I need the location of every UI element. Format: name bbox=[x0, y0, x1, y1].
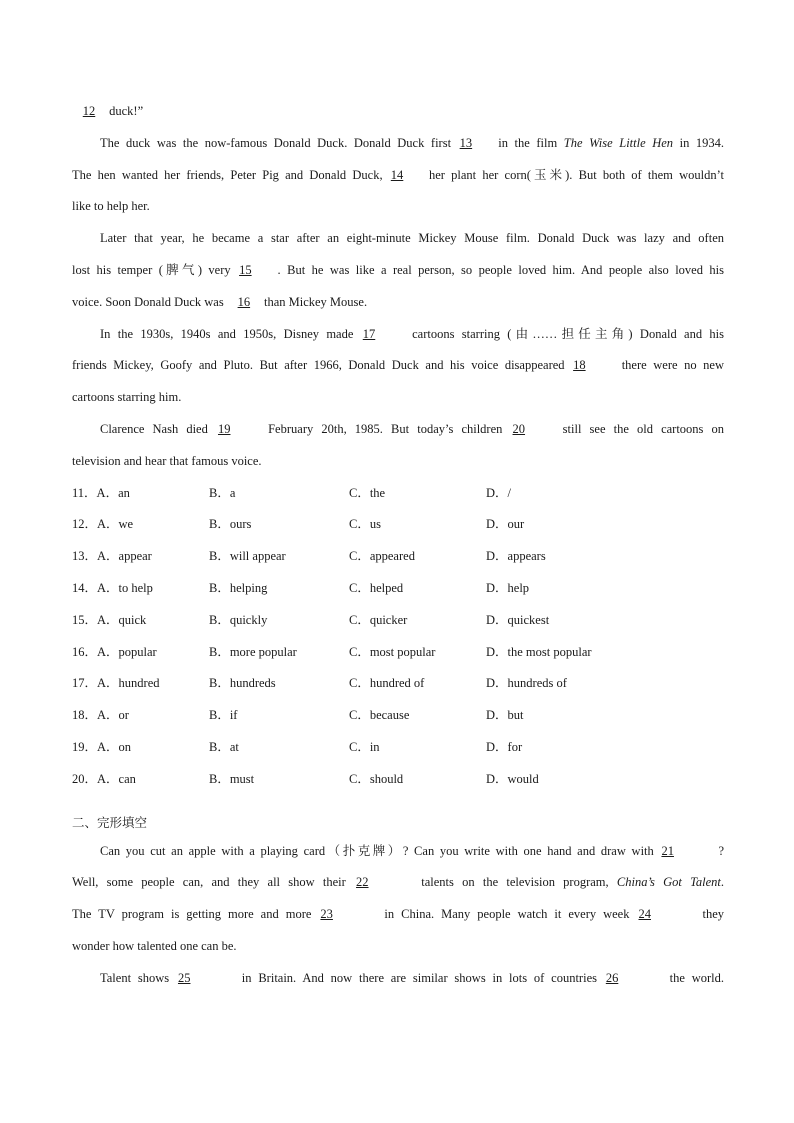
passage-line bbox=[72, 257, 724, 289]
option-a: 11．A．an bbox=[72, 485, 130, 500]
option-b: B．helping bbox=[209, 580, 268, 595]
option-d: D．quickest bbox=[486, 612, 550, 627]
option-row bbox=[72, 607, 724, 639]
blank-14: 14 bbox=[390, 167, 404, 182]
passage-line bbox=[72, 289, 724, 321]
passage-line bbox=[72, 225, 724, 257]
passage-line bbox=[72, 162, 724, 194]
option-row bbox=[72, 511, 724, 543]
passage-text: Can you cut an apple with a playing card（扑克牌）? Can you write with one hand and draw with bbox=[100, 843, 654, 858]
passage-text: The hen wanted her friends, Peter Pig and Donald Duck, bbox=[72, 167, 383, 182]
option-c: C．in bbox=[349, 739, 380, 754]
option-d: D．would bbox=[486, 771, 539, 786]
options-list bbox=[72, 480, 724, 798]
option-a: 16．A．popular bbox=[72, 644, 157, 659]
blank-26: 26 bbox=[605, 970, 619, 985]
option-c: C．most popular bbox=[349, 644, 436, 659]
passage-text: duck!” bbox=[109, 104, 144, 118]
option-b: B．a bbox=[209, 485, 236, 500]
blank-20: 20 bbox=[512, 421, 526, 436]
passage-text: In the 1930s, 1940s and 1950s, Disney made bbox=[100, 326, 354, 341]
option-c: C．because bbox=[349, 708, 410, 723]
blank-13: 13 bbox=[459, 135, 473, 150]
worksheet-page bbox=[72, 98, 724, 997]
passage-text: Later that year, he became a star after an eight-minute Mickey Mouse film. Donald Duck was lazy and often bbox=[100, 231, 724, 246]
passage-line bbox=[72, 869, 724, 901]
passage-line bbox=[72, 448, 724, 480]
passage-line bbox=[72, 838, 724, 870]
option-d: D．help bbox=[486, 580, 530, 595]
passage-text: in China. Many people watch it every week bbox=[384, 907, 630, 922]
blank-21: 21 bbox=[661, 843, 674, 858]
option-b: B．at bbox=[209, 739, 239, 754]
blank-23: 23 bbox=[320, 907, 333, 922]
option-c: C．quicker bbox=[349, 612, 408, 627]
blank-17: 17 bbox=[362, 326, 376, 341]
option-b: B．will appear bbox=[209, 549, 286, 564]
passage-text: cartoons starring (由……担任主角) Donald and his bbox=[412, 326, 725, 341]
passage-text: The duck was the now-famous Donald Duck. Donald Duck first bbox=[100, 135, 452, 150]
option-d: D．the most popular bbox=[486, 644, 592, 659]
option-row bbox=[72, 734, 724, 766]
passage-text: lost his temper (脾气) very bbox=[72, 262, 231, 277]
option-a: 14．A．to help bbox=[72, 580, 153, 595]
passage-text: there were no new bbox=[621, 358, 725, 373]
option-row bbox=[72, 543, 724, 575]
blank-16: 16 bbox=[237, 294, 251, 309]
passage-text: television and hear that famous voice. bbox=[72, 453, 262, 468]
passage-line bbox=[72, 384, 724, 416]
passage-text: than Mickey Mouse. bbox=[263, 294, 368, 309]
option-row bbox=[72, 766, 724, 798]
option-c: C．the bbox=[349, 485, 386, 500]
blank-15: 15 bbox=[239, 262, 252, 277]
passage-text: in the film bbox=[498, 135, 558, 150]
blank-24: 24 bbox=[638, 907, 651, 922]
passage-text: . bbox=[720, 875, 725, 890]
option-b: B．more popular bbox=[209, 644, 297, 659]
program-title: China’s Got Talent bbox=[616, 875, 721, 890]
film-title: The Wise Little Hen bbox=[563, 135, 674, 150]
passage-text: still see the old cartoons on bbox=[562, 421, 725, 436]
option-b: B．quickly bbox=[209, 612, 268, 627]
option-row bbox=[72, 480, 724, 512]
option-row bbox=[72, 670, 724, 702]
option-a: 20．A．can bbox=[72, 771, 136, 786]
passage-text: Talent shows bbox=[100, 970, 170, 985]
passage-text: like to help her. bbox=[72, 199, 150, 214]
passage-line bbox=[72, 193, 724, 225]
option-d: D．appears bbox=[486, 549, 546, 564]
passage-text: February 20th, 1985. But today’s children bbox=[268, 421, 503, 436]
passage-text: Clarence Nash died bbox=[100, 421, 208, 436]
option-row bbox=[72, 575, 724, 607]
passage-text: The TV program is getting more and more bbox=[72, 907, 312, 922]
option-d: D．hundreds of bbox=[486, 676, 567, 691]
passage-text: voice. Soon Donald Duck was bbox=[72, 294, 224, 309]
passage-line bbox=[72, 130, 724, 162]
passage-text: wonder how talented one can be. bbox=[72, 938, 237, 953]
option-a: 18．A．or bbox=[72, 708, 129, 723]
passage-line bbox=[72, 965, 724, 997]
option-a: 19．A．on bbox=[72, 739, 132, 754]
option-row bbox=[72, 639, 724, 671]
option-c: C．helped bbox=[349, 580, 404, 595]
passage-text: . But he was like a real person, so people loved him. And people also loved his bbox=[277, 262, 725, 277]
option-c: C．appeared bbox=[349, 549, 415, 564]
passage-line bbox=[72, 416, 724, 448]
option-b: B．if bbox=[209, 708, 238, 723]
passage-text: in Britain. And now there are similar shows in lots of countries bbox=[241, 970, 597, 985]
passage-text: her plant her corn(玉米). But both of them wouldn’t bbox=[429, 167, 725, 182]
passage-line bbox=[72, 321, 724, 353]
passage-text: in 1934. bbox=[679, 135, 725, 150]
option-c: C．should bbox=[349, 771, 404, 786]
section-heading: 二、完形填空 bbox=[72, 814, 148, 830]
passage-text: Well, some people can, and they all show their bbox=[72, 875, 346, 890]
passage-line bbox=[72, 352, 724, 384]
blank-22: 22 bbox=[356, 875, 369, 890]
option-d: D．for bbox=[486, 739, 523, 754]
option-row bbox=[72, 702, 724, 734]
option-d: D．our bbox=[486, 517, 525, 532]
option-a: 15．A．quick bbox=[72, 612, 147, 627]
option-c: C．us bbox=[349, 517, 381, 532]
passage-line bbox=[72, 933, 724, 965]
passage-text: the world. bbox=[669, 970, 725, 985]
passage-line bbox=[72, 98, 724, 130]
blank-19: 19 bbox=[217, 421, 231, 436]
passage-line bbox=[72, 901, 724, 933]
option-a: 17．A．hundred bbox=[72, 676, 160, 691]
blank-12: 12 bbox=[82, 104, 96, 118]
option-b: B．hundreds bbox=[209, 676, 276, 691]
option-a: 12．A．we bbox=[72, 517, 134, 532]
blank-18: 18 bbox=[573, 358, 586, 373]
option-c: C．hundred of bbox=[349, 676, 425, 691]
option-d: D．/ bbox=[486, 485, 512, 500]
passage-text: talents on the television program, bbox=[421, 875, 609, 890]
passage-text: cartoons starring him. bbox=[72, 390, 182, 405]
blank-25: 25 bbox=[177, 970, 191, 985]
passage-text: friends Mickey, Goofy and Pluto. But after 1966, Donald Duck and his voice disappeared bbox=[72, 358, 565, 373]
option-d: D．but bbox=[486, 708, 524, 723]
option-b: B．must bbox=[209, 771, 255, 786]
option-a: 13．A．appear bbox=[72, 549, 152, 564]
passage-text: they bbox=[702, 907, 725, 922]
passage-text: ? bbox=[718, 843, 725, 858]
option-b: B．ours bbox=[209, 517, 252, 532]
